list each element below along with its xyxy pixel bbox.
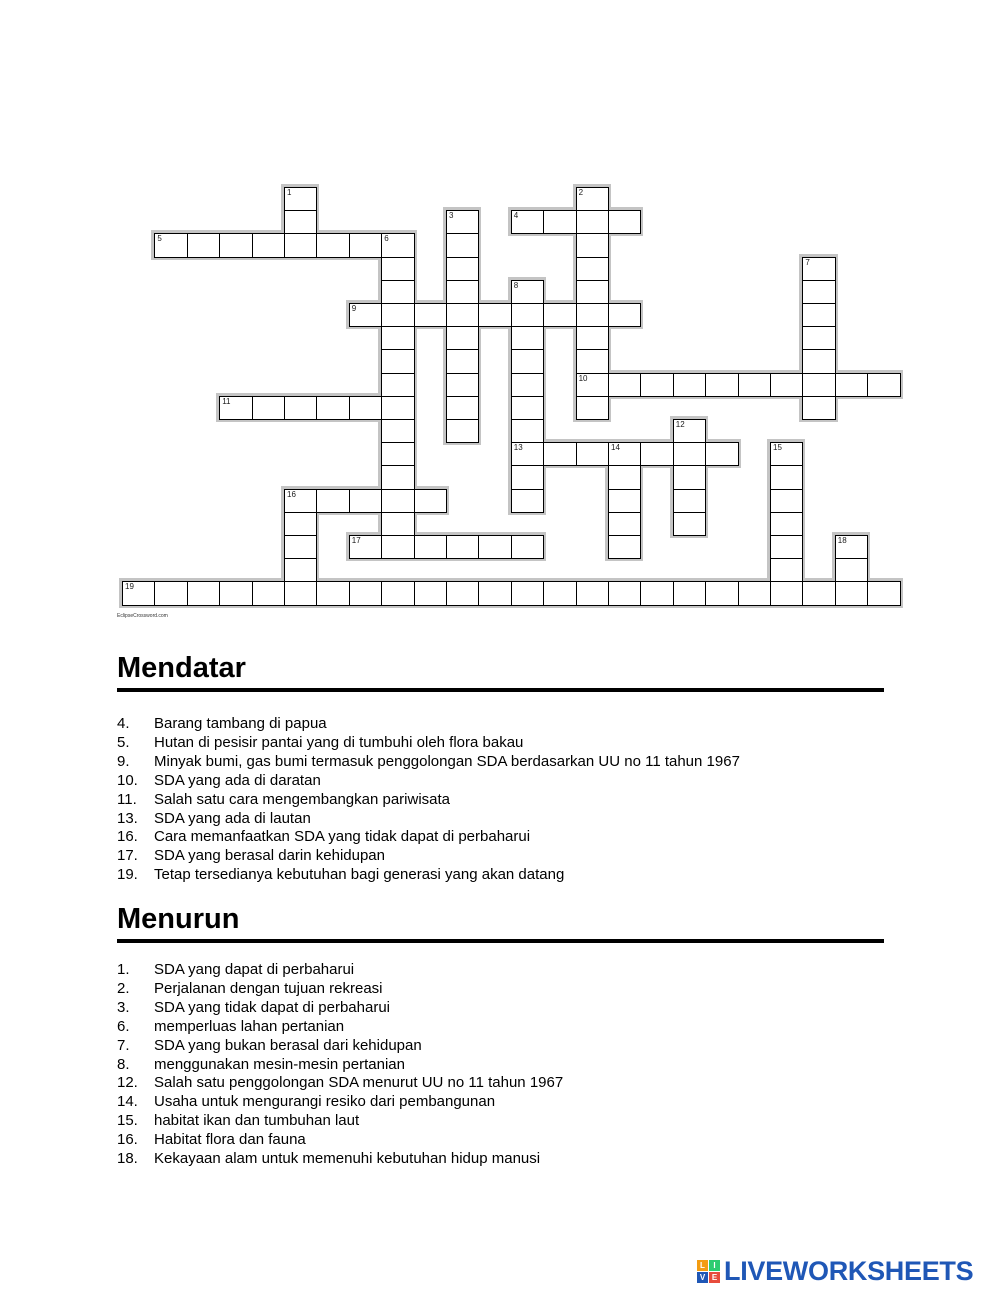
liveworksheets-logo [697, 1254, 973, 1288]
crossword-cell[interactable] [154, 581, 187, 605]
crossword-cell[interactable] [770, 535, 803, 559]
crossword-cell[interactable] [446, 396, 479, 420]
crossword-cell[interactable] [478, 535, 511, 559]
crossword-cell[interactable] [802, 280, 835, 304]
mendatar-clue-number: 10. [117, 771, 138, 789]
crossword-cell[interactable] [446, 303, 479, 327]
crossword-cell[interactable] [511, 280, 544, 304]
crossword-cell[interactable] [284, 396, 317, 420]
mendatar-clue [117, 715, 740, 734]
crossword-cell[interactable] [252, 581, 285, 605]
menurun-clue [117, 1018, 563, 1037]
crossword-cell[interactable] [478, 581, 511, 605]
crossword-cell[interactable] [673, 373, 706, 397]
crossword-cell[interactable] [673, 465, 706, 489]
crossword-cell[interactable] [576, 187, 609, 211]
crossword-cell[interactable] [835, 535, 868, 559]
crossword-cell[interactable] [284, 187, 317, 211]
mendatar-clue [117, 772, 740, 791]
crossword-cell[interactable] [154, 233, 187, 257]
crossword-cell[interactable] [835, 558, 868, 582]
crossword-cell[interactable] [770, 373, 803, 397]
crossword-cell[interactable] [414, 303, 447, 327]
crossword-cell-number: 8 [513, 280, 519, 290]
crossword-cell[interactable] [608, 373, 641, 397]
crossword-cell[interactable] [446, 210, 479, 234]
menurun-clue [117, 1093, 563, 1112]
crossword-cell[interactable] [381, 489, 414, 513]
crossword-cell[interactable] [381, 581, 414, 605]
mendatar-clue-text: Hutan di pesisir pantai yang di tumbuhi oleh flora bakau [154, 733, 524, 751]
crossword-cell[interactable] [802, 373, 835, 397]
crossword-cell[interactable] [511, 489, 544, 513]
crossword-cell[interactable] [576, 233, 609, 257]
crossword-cell[interactable] [381, 396, 414, 420]
crossword-cell[interactable] [349, 303, 382, 327]
logo-text: LIVEWORKSHEETS [724, 1255, 974, 1286]
crossword-cell[interactable] [576, 210, 609, 234]
logo-mark-tile: I [709, 1260, 720, 1271]
menurun-clue [117, 1056, 563, 1075]
crossword-cell-number: 9 [351, 304, 357, 313]
mendatar-clue-text: SDA yang ada di lautan [154, 809, 311, 827]
menurun-clue-text: SDA yang dapat di perbaharui [154, 961, 355, 978]
crossword-cell[interactable] [349, 581, 382, 605]
mendatar-clue-text: SDA yang berasal darin kehidupan [154, 847, 385, 865]
crossword-cell[interactable] [673, 512, 706, 536]
menurun-clue-number: 18. [117, 1150, 138, 1168]
mendatar-clue-number: 9. [117, 752, 130, 770]
menurun-clue [117, 1131, 563, 1150]
crossword-cell[interactable] [446, 257, 479, 281]
crossword-cell-number: 6 [384, 234, 389, 244]
crossword-cell[interactable] [608, 512, 641, 536]
crossword-cell[interactable] [381, 442, 414, 466]
crossword-cell[interactable] [252, 396, 285, 420]
crossword-cell[interactable] [608, 535, 641, 559]
crossword-cell[interactable] [673, 419, 706, 443]
crossword-cell-number: 7 [805, 257, 810, 267]
crossword-cell-number: 10 [578, 373, 588, 383]
crossword-cell[interactable] [543, 442, 576, 466]
crossword-cell[interactable] [576, 280, 609, 304]
crossword-cell[interactable] [576, 581, 609, 605]
crossword-cell[interactable] [446, 280, 479, 304]
menurun-clue-list [117, 961, 563, 1169]
crossword-cell[interactable] [576, 396, 609, 420]
menurun-clue-number: 2. [117, 979, 130, 997]
crossword-cell[interactable] [219, 581, 252, 605]
logo-mark-tile: E [709, 1272, 720, 1283]
crossword-cell[interactable] [705, 581, 738, 605]
menurun-clue-number: 8. [117, 1055, 130, 1073]
crossword-cell[interactable] [835, 373, 868, 397]
crossword-cell-number: 1 [287, 188, 292, 197]
crossword-cell[interactable] [349, 233, 382, 257]
menurun-clue-text: Kekayaan alam untuk memenuhi kebutuhan hidup manusi [154, 1150, 541, 1168]
crossword-cell[interactable] [511, 326, 544, 350]
crossword-cell[interactable] [446, 373, 479, 397]
menurun-clue-text: Habitat flora dan fauna [154, 1131, 306, 1149]
crossword-cell[interactable] [252, 233, 285, 257]
crossword-cell[interactable] [770, 558, 803, 582]
menurun-clue [117, 961, 563, 980]
crossword-cell[interactable] [608, 303, 641, 327]
crossword-cell[interactable] [414, 489, 447, 513]
crossword-cell-number: 16 [287, 489, 296, 499]
crossword-cell[interactable] [802, 396, 835, 420]
menurun-rule [117, 939, 884, 943]
crossword-cell-number: 19 [125, 582, 134, 592]
crossword-cell[interactable] [608, 581, 641, 605]
crossword-cell[interactable] [446, 535, 479, 559]
crossword-cell[interactable] [543, 581, 576, 605]
menurun-clue-text: memperluas lahan pertanian [154, 1017, 345, 1035]
menurun-clue-number: 1. [117, 961, 130, 978]
crossword-cell[interactable] [446, 419, 479, 443]
crossword-cell[interactable] [381, 257, 414, 281]
crossword-cell[interactable] [381, 280, 414, 304]
menurun-clue-text: menggunakan mesin-mesin pertanian [154, 1055, 405, 1073]
crossword-cell[interactable] [802, 326, 835, 350]
liveworksheets-logo-icon [697, 1260, 720, 1283]
crossword-cell[interactable] [414, 581, 447, 605]
crossword-cell[interactable] [381, 373, 414, 397]
crossword-cell[interactable] [770, 442, 803, 466]
crossword-cell[interactable] [770, 465, 803, 489]
crossword-cell[interactable] [511, 303, 544, 327]
crossword-cell[interactable] [511, 581, 544, 605]
crossword-cell[interactable] [284, 233, 317, 257]
crossword-cell[interactable] [284, 558, 317, 582]
crossword-cell[interactable] [511, 373, 544, 397]
menurun-clue-number: 6. [117, 1017, 130, 1035]
crossword-cell-number: 5 [157, 234, 162, 244]
crossword-cell[interactable] [705, 373, 738, 397]
menurun-clue [117, 1150, 563, 1169]
mendatar-clue-number: 5. [117, 733, 130, 751]
crossword-cell[interactable] [381, 349, 414, 373]
crossword-cell-number: 2 [578, 188, 584, 197]
crossword-cell[interactable] [576, 303, 609, 327]
menurun-clue-number: 3. [117, 998, 130, 1016]
menurun-clue-text: Salah satu penggolongan SDA menurut UU no 11 tahun 1967 [154, 1074, 564, 1092]
mendatar-clue-number: 19. [117, 866, 138, 884]
mendatar-clue-number: 13. [117, 809, 138, 827]
crossword-cell[interactable] [349, 489, 382, 513]
crossword-cell[interactable] [738, 373, 771, 397]
crossword-cell-number: 18 [837, 536, 847, 545]
crossword-cell[interactable] [705, 442, 738, 466]
menurun-clue-text: Usaha untuk mengurangi resiko dari pembangunan [154, 1093, 496, 1111]
crossword-cell-number: 12 [675, 420, 685, 429]
crossword-cell[interactable] [802, 581, 835, 605]
crossword-cell-number: 15 [773, 443, 782, 453]
crossword-cell[interactable] [576, 326, 609, 350]
menurun-clue [117, 999, 563, 1018]
crossword-cell-number: 3 [449, 211, 454, 221]
crossword-cell[interactable] [867, 581, 900, 605]
menurun-clue [117, 1074, 563, 1093]
crossword-cell[interactable] [543, 210, 576, 234]
crossword-cell[interactable] [122, 581, 155, 605]
crossword-cell[interactable] [284, 512, 317, 536]
menurun-clue [117, 1112, 563, 1131]
mendatar-clue [117, 734, 740, 753]
crossword-cell[interactable] [187, 581, 220, 605]
crossword-cell[interactable] [381, 535, 414, 559]
crossword-cell[interactable] [673, 581, 706, 605]
menurun-clue [117, 1037, 563, 1056]
menurun-clue-number: 16. [117, 1131, 138, 1149]
crossword-cell[interactable] [640, 581, 673, 605]
crossword-cell[interactable] [673, 442, 706, 466]
crossword-cell[interactable] [349, 396, 382, 420]
crossword-cell[interactable] [446, 581, 479, 605]
crossword-cell-number: 11 [222, 396, 231, 406]
mendatar-clue [117, 753, 740, 772]
logo-mark-tile: L [697, 1260, 708, 1271]
crossword-cell[interactable] [867, 373, 900, 397]
crossword-cell[interactable] [802, 257, 835, 281]
crossword-cell[interactable] [770, 489, 803, 513]
mendatar-clue-number: 4. [117, 715, 130, 732]
crossword-cell-number: 14 [611, 443, 620, 453]
crossword-cell[interactable] [316, 489, 349, 513]
crossword-cell[interactable] [511, 419, 544, 443]
crossword-cell[interactable] [640, 442, 673, 466]
mendatar-clue [117, 847, 740, 866]
crossword-cell-number: 4 [513, 211, 519, 221]
crossword-cell[interactable] [608, 442, 641, 466]
crossword-cell[interactable] [446, 349, 479, 373]
mendatar-clue-text: Cara memanfaatkan SDA yang tidak dapat di perbaharui [154, 828, 531, 846]
crossword-cell[interactable] [316, 233, 349, 257]
crossword-cell[interactable] [511, 535, 544, 559]
crossword-cell[interactable] [316, 396, 349, 420]
crossword-cell[interactable] [511, 349, 544, 373]
crossword-cell-number: 13 [513, 443, 523, 453]
crossword-cell[interactable] [381, 326, 414, 350]
crossword-cell[interactable] [381, 303, 414, 327]
crossword-cell[interactable] [511, 396, 544, 420]
mendatar-clue-text: Minyak bumi, gas bumi termasuk penggolongan SDA berdasarkan UU no 11 tahun 1967 [154, 752, 740, 770]
crossword-cell[interactable] [608, 489, 641, 513]
crossword-cell[interactable] [576, 349, 609, 373]
crossword-cell[interactable] [802, 303, 835, 327]
crossword-cell[interactable] [316, 581, 349, 605]
menurun-title: Menurun [117, 903, 240, 935]
crossword-cell[interactable] [219, 396, 252, 420]
mendatar-clue-text: Barang tambang di papua [154, 715, 327, 732]
menurun-clue-number: 7. [117, 1036, 130, 1054]
crossword-cell[interactable] [576, 442, 609, 466]
mendatar-clue-text: Salah satu cara mengembangkan pariwisata [154, 790, 451, 808]
crossword-cell[interactable] [608, 210, 641, 234]
mendatar-clue [117, 866, 740, 885]
crossword-cell[interactable] [511, 442, 544, 466]
crossword-cell[interactable] [284, 489, 317, 513]
crossword-cell[interactable] [673, 489, 706, 513]
crossword-cell[interactable] [802, 349, 835, 373]
mendatar-clue-number: 16. [117, 828, 138, 846]
crossword-cell[interactable] [446, 233, 479, 257]
crossword-cell[interactable] [381, 512, 414, 536]
crossword-cell[interactable] [478, 303, 511, 327]
menurun-clue [117, 980, 563, 999]
crossword-cell[interactable] [511, 465, 544, 489]
menurun-clue-text: SDA yang bukan berasal dari kehidupan [154, 1036, 422, 1054]
mendatar-clue [117, 810, 740, 829]
crossword-cell[interactable] [543, 303, 576, 327]
crossword-cell[interactable] [284, 210, 317, 234]
crossword-cell[interactable] [381, 465, 414, 489]
crossword-cell[interactable] [414, 535, 447, 559]
mendatar-rule [117, 688, 884, 692]
crossword-cell[interactable] [608, 465, 641, 489]
crossword-cell[interactable] [284, 581, 317, 605]
crossword-credit: EclipseCrossword.com [117, 613, 168, 619]
crossword-cell[interactable] [381, 419, 414, 443]
crossword-cell[interactable] [511, 210, 544, 234]
mendatar-clue [117, 791, 740, 810]
mendatar-clue [117, 828, 740, 847]
crossword-cell[interactable] [349, 535, 382, 559]
crossword-cell[interactable] [284, 535, 317, 559]
mendatar-clue-number: 17. [117, 847, 138, 865]
crossword-grid [0, 0, 1000, 640]
menurun-clue-number: 14. [117, 1093, 138, 1111]
mendatar-clue-text: Tetap tersedianya kebutuhan bagi generasi yang akan datang [154, 866, 565, 884]
crossword-cell[interactable] [219, 233, 252, 257]
menurun-clue-text: SDA yang tidak dapat di perbaharui [154, 998, 390, 1016]
menurun-clue-text: habitat ikan dan tumbuhan laut [154, 1112, 360, 1130]
mendatar-title: Mendatar [117, 652, 246, 684]
menurun-clue-number: 15. [117, 1112, 138, 1130]
crossword-cell[interactable] [187, 233, 220, 257]
crossword-cell[interactable] [576, 257, 609, 281]
crossword-cell[interactable] [576, 373, 609, 397]
crossword-cell-number: 17 [351, 536, 361, 545]
menurun-clue-number: 12. [117, 1074, 138, 1092]
mendatar-clue-text: SDA yang ada di daratan [154, 771, 321, 789]
mendatar-clue-number: 11. [117, 790, 137, 808]
crossword-cell[interactable] [738, 581, 771, 605]
logo-mark-tile: V [697, 1272, 708, 1283]
crossword-cell[interactable] [381, 233, 414, 257]
crossword-cell[interactable] [835, 581, 868, 605]
crossword-cell[interactable] [446, 326, 479, 350]
menurun-clue-text: Perjalanan dengan tujuan rekreasi [154, 979, 383, 997]
crossword-cell[interactable] [770, 581, 803, 605]
crossword-cell[interactable] [770, 512, 803, 536]
mendatar-clue-list [117, 715, 740, 885]
crossword-cell[interactable] [640, 373, 673, 397]
